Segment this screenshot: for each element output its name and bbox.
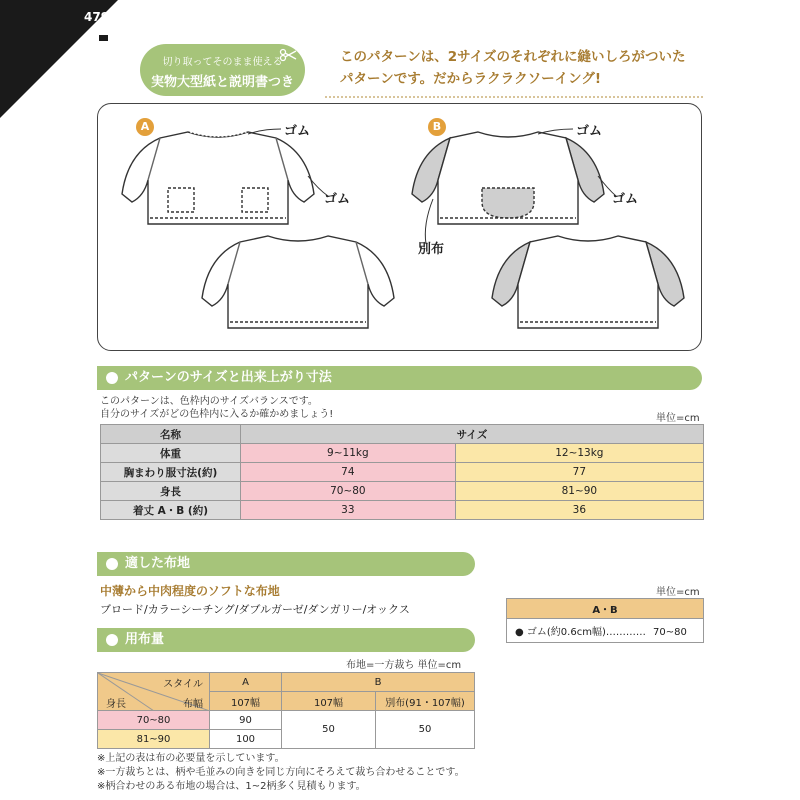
- row-label: 70~80: [98, 711, 210, 730]
- yardage-height-label: 身長: [106, 699, 126, 710]
- footnote-3: ※柄合わせのある布地の場合は、1~2柄多く見積もります。: [97, 781, 366, 792]
- footnote-2: ※一方裁ちとは、柄や毛並みの向きを同じ方向にそろえて裁ち合わせることです。: [97, 767, 465, 778]
- label-gomu-b-cuff: ゴム: [612, 192, 639, 207]
- section-size: [97, 366, 702, 390]
- cell-size-b: 36: [455, 501, 703, 520]
- section-fabric-title: 適した布地: [125, 556, 191, 571]
- section-size-title: パターンのサイズと出来上がり寸法: [125, 370, 332, 385]
- yardage-note: 布地=一方裁ち 単位=cm: [346, 660, 462, 671]
- table-row: [98, 711, 475, 730]
- yardage-table: [97, 672, 475, 749]
- cell-a: 90: [210, 711, 282, 730]
- label-betsununo: 別布: [418, 242, 445, 257]
- accessory-unit: 単位=cm: [656, 587, 700, 598]
- label-gomu-a-cuff: ゴム: [324, 192, 351, 207]
- row-label: 胸まわり服寸法(約): [101, 463, 241, 482]
- size-note-1: このパターンは、色枠内のサイズバランスです。: [100, 396, 318, 407]
- footnotes: [97, 752, 465, 794]
- pattern-code: 4793: [84, 10, 118, 24]
- yardage-a-width: 107幅: [210, 692, 282, 711]
- scissors-icon: [279, 48, 297, 62]
- size-col-size: サイズ: [241, 425, 704, 444]
- table-row: [101, 444, 704, 463]
- section-fabric: [97, 552, 475, 576]
- cell-size-a: 9~11kg: [241, 444, 456, 463]
- style-a-front: [122, 132, 314, 224]
- headline-line-1: このパターンは、2サイズのそれぞれに縫いしろがついた: [340, 49, 686, 65]
- cell-size-b: 12~13kg: [455, 444, 703, 463]
- yardage-corner-cell: [98, 673, 210, 711]
- cell-b-sub: 50: [376, 711, 475, 749]
- banner-main: 実物大型紙と説明書つき: [150, 75, 294, 90]
- table-row: [101, 463, 704, 482]
- garment-illustration: [98, 104, 700, 349]
- badge-b: B: [428, 118, 446, 136]
- style-b-back: [492, 236, 684, 328]
- cell-size-a: 70~80: [241, 482, 456, 501]
- row-label: 81~90: [98, 730, 210, 749]
- cell-b: 50: [282, 711, 376, 749]
- accessory-item: ● ゴム(約0.6cm幅)…………: [515, 627, 646, 638]
- accessory-row: [507, 619, 704, 643]
- label-gomu-b-neck: ゴム: [576, 124, 603, 139]
- accessory-header: A・B: [507, 599, 704, 619]
- row-label: 着丈 A・B (約): [101, 501, 241, 520]
- illustration-box: [97, 103, 702, 351]
- footnote-1: ※上記の表は布の必要量を示しています。: [97, 753, 285, 764]
- bullet-icon: [106, 558, 118, 570]
- size-unit: 単位=cm: [656, 413, 700, 424]
- yardage-col-b: B: [282, 673, 475, 692]
- banner-sub: 切り取ってそのまま使える: [162, 57, 283, 68]
- bullet-icon: [106, 372, 118, 384]
- yardage-b-sub: 別布(91・107幅): [376, 692, 475, 711]
- yardage-col-a: A: [210, 673, 282, 692]
- headline-line-2: パターンです。だからラクラクソーイング!: [340, 71, 602, 87]
- cell-size-b: 77: [455, 463, 703, 482]
- headline: [340, 46, 710, 90]
- cell-size-a: 33: [241, 501, 456, 520]
- row-label: 体重: [101, 444, 241, 463]
- size-note: [100, 395, 333, 421]
- fabric-title: 中薄から中肉程度のソフトな布地: [100, 584, 280, 598]
- section-yardage-title: 用布量: [125, 632, 165, 647]
- style-b-front: [412, 132, 604, 224]
- row-label: 身長: [101, 482, 241, 501]
- accessory-value: 70~80: [653, 627, 687, 638]
- style-a-back: [202, 236, 394, 328]
- size-col-name: 名称: [101, 425, 241, 444]
- badge-a: A: [136, 118, 154, 136]
- yardage-b-width: 107幅: [282, 692, 376, 711]
- yardage-style-label: スタイル: [163, 679, 203, 690]
- fabric-list: ブロード/カラーシーチング/ダブルガーゼ/ダンガリー/オックス: [100, 603, 410, 616]
- accessory-table: [506, 598, 704, 643]
- feature-banner: [140, 44, 305, 96]
- cell-a: 100: [210, 730, 282, 749]
- table-row: [101, 501, 704, 520]
- bullet-icon: [106, 634, 118, 646]
- label-gomu-a-neck: ゴム: [284, 124, 311, 139]
- size-table: [100, 424, 704, 520]
- cell-size-a: 74: [241, 463, 456, 482]
- size-note-2: 自分のサイズがどの色枠内に入るか確かめましょう!: [100, 409, 334, 420]
- section-yardage: [97, 628, 475, 652]
- yardage-width-label: 布幅: [183, 699, 203, 710]
- table-row: [101, 482, 704, 501]
- headline-divider: [325, 96, 703, 98]
- brand-logo-icon: [88, 28, 108, 48]
- cell-size-b: 81~90: [455, 482, 703, 501]
